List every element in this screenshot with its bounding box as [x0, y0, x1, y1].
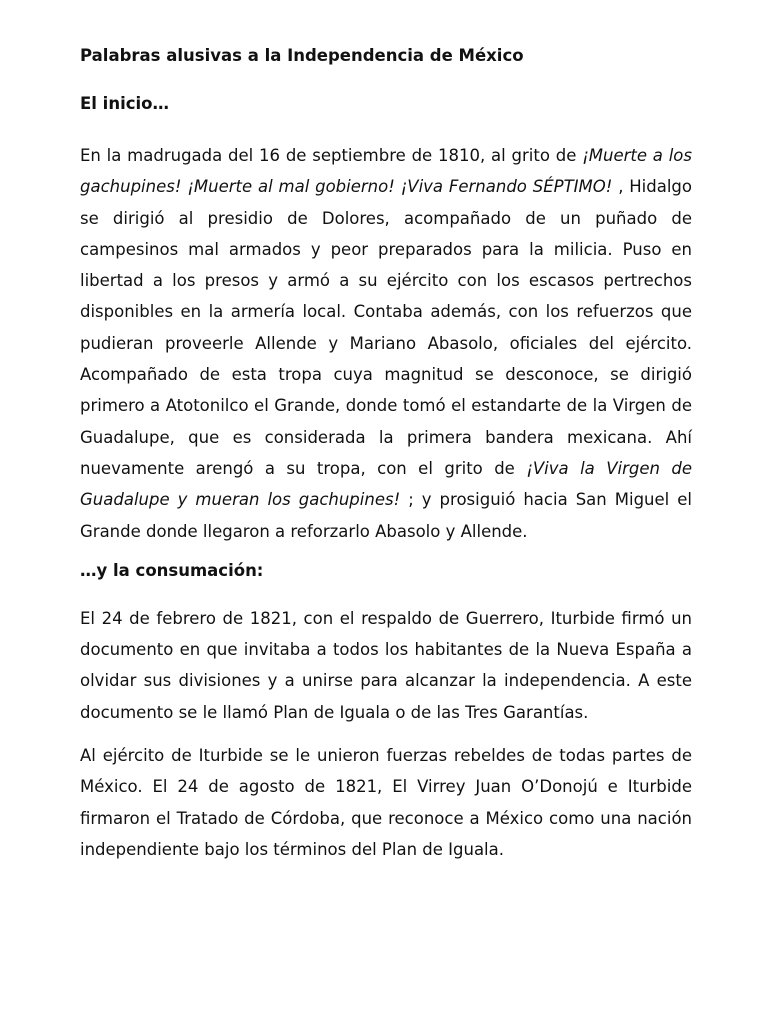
quoted-shout: ¡Viva la Virgen de Guadalupe y mueran los gachupines! [80, 458, 692, 510]
document-page [80, 44, 692, 865]
paragraph-plan-iguala: El 24 de febrero de 1821, con el respaldo de Guerrero, Iturbide firmó un documento en que invitaba a todos los habitantes de la Nueva España a olvidar sus divisiones y a unirse para alcanzar la independencia. A este documento se le llamó Plan de Iguala o de las Tres Garantías. [80, 608, 692, 722]
paragraph-text: ; y prosiguió hacia San Miguel el Grande donde llegaron a reforzarlo Abasolo y Allende. [80, 490, 692, 541]
quoted-shout: ¡Muerte a los gachupines! ¡Muerte al mal gobierno! ¡Viva Fernando SÉPTIMO! [80, 146, 692, 197]
section-heading-consumacion: …y la consumación: [80, 560, 264, 580]
document-title: Palabras alusivas a la Independencia de México [80, 46, 524, 65]
paragraph-tratado-cordoba: Al ejército de Iturbide se le unieron fuerzas rebeldes de todas partes de México. El 24 de agosto de 1821, El Virrey Juan O’Donojú e Iturbide firmaron el Tratado de Córdoba, que reconoce a México como una nación independiente bajo los términos del Plan de Iguala. [80, 746, 692, 859]
paragraph-inicio [80, 140, 692, 547]
section-heading-inicio: El inicio… [80, 94, 170, 113]
paragraph-text: , Hidalgo se dirigió al presidio de Dolores, acompañado de un puñado de campesinos mal armados y peor preparados para la milicia. Puso en libertad a los presos y armó a su ejército con los escasos pertrechos disponibles en la armería local. Contaba además, con los refuerzos que pudieran proveerle Allende y Mariano Abasolo, oficiales del ejército. Acompañado de esta tropa cuya magnitud se desconoce, se dirigió primero a Atotonilco el Grande, donde tomó el estandarte de la Virgen de Guadalupe, que es considerada la primera bandera mexicana. Ahí nuevamente arengó a su tropa, con el grito de [80, 177, 692, 478]
paragraph-text: En la madrugada del 16 de septiembre de 1810, al grito de [80, 146, 583, 165]
